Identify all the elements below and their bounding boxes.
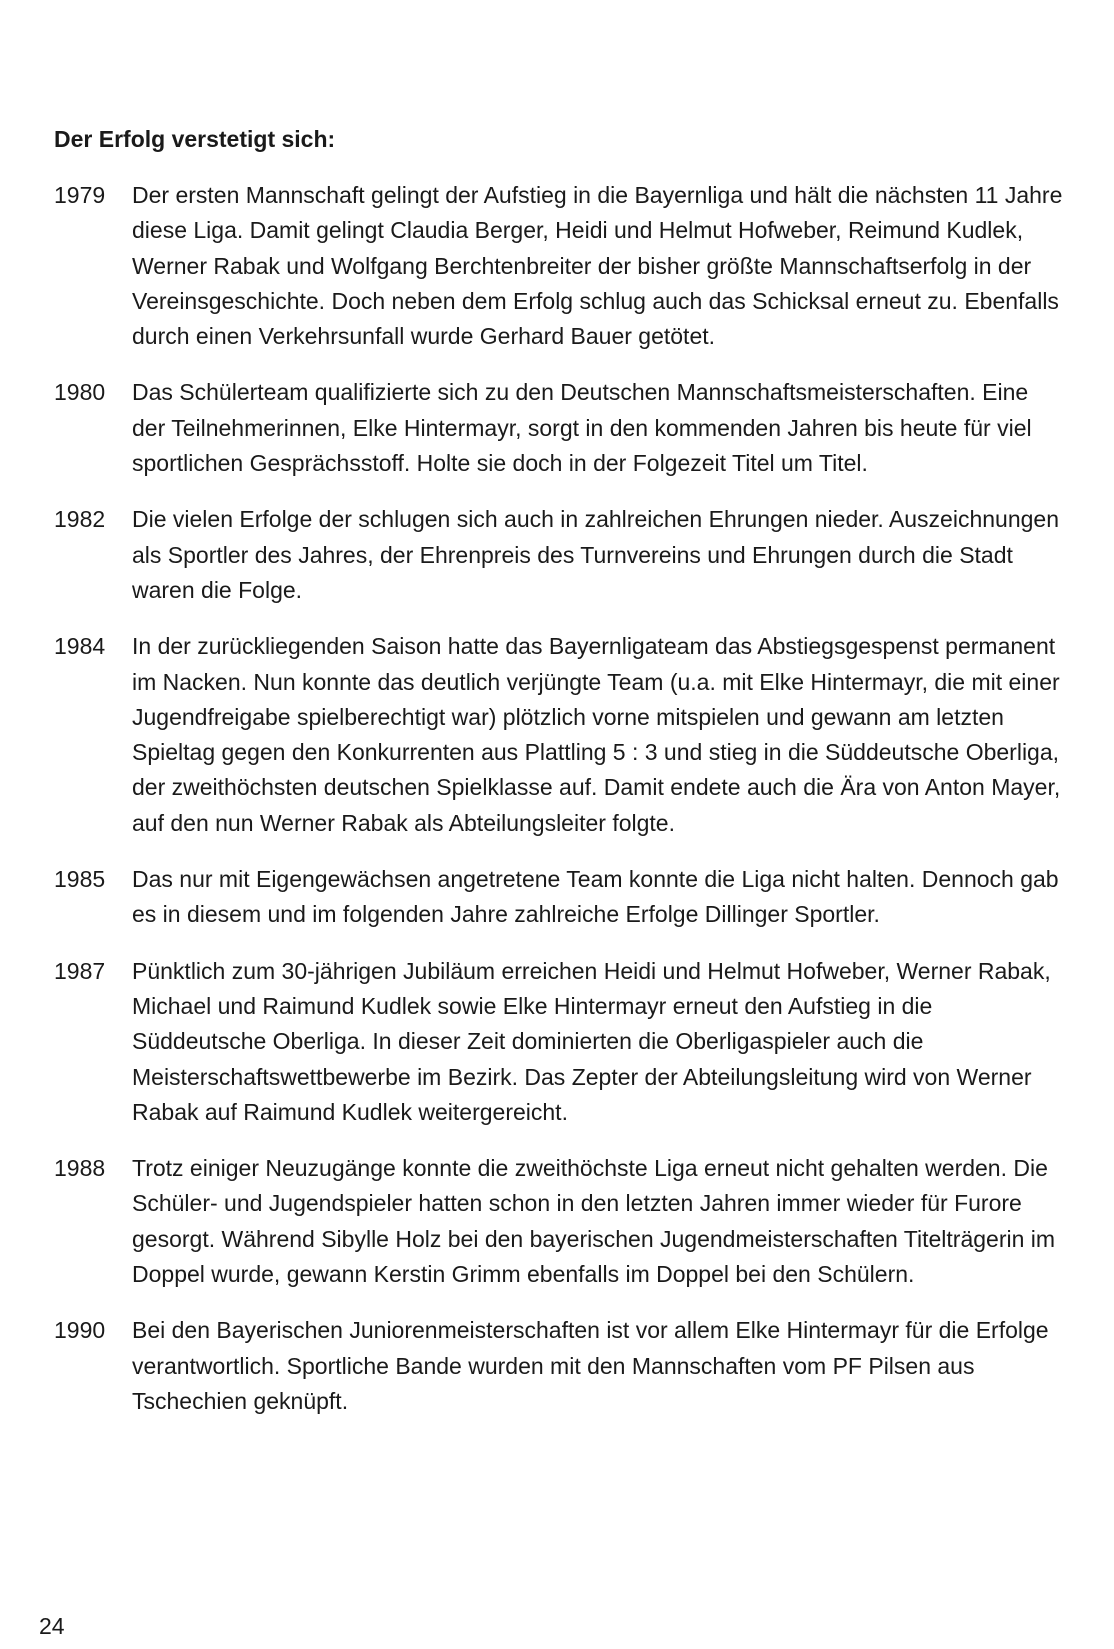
chronicle-entry-1979	[54, 178, 1064, 354]
page-number: 24	[39, 1613, 65, 1639]
entry-text: Das Schülerteam qualifizierte sich zu den Deutschen Mannschaftsmeisterschaften. Eine der Teilnehmerinnen, Elke Hintermayr, sorgt in den kommenden Jahren bis heute für viel sportlichen Gesprächsstoff. Holte sie doch in der Folgezeit Titel um Titel.	[132, 379, 1032, 477]
chronicle-entry-1987	[54, 954, 1064, 1130]
entry-text: Der ersten Mannschaft gelingt der Aufstieg in die Bayernliga und hält die nächsten 11 Jahre diese Liga. Damit gelingt Claudia Berger, Heidi und Helmut Hofweber, Reimund Kudlek, Werner Rabak und Wolfgang Berchtenbreiter der bisher größte Mannschaftserfolg in der Vereinsgeschichte. Doch neben dem Erfolg schlug auch das Schicksal erneut zu. Ebenfalls durch einen Verkehrsunfall wurde Gerhard Bauer getötet.	[132, 182, 1063, 350]
chronicle-entry-1984	[54, 629, 1064, 841]
entry-year: 1987	[54, 957, 106, 984]
entry-text: Pünktlich zum 30-jährigen Jubiläum erreichen Heidi und Helmut Hofweber, Werner Rabak, Michael und Raimund Kudlek sowie Elke Hintermayr erneut den Aufstieg in die Süddeutsche Oberliga. In dieser Zeit dominierten die Oberligaspieler auch die Meisterschaftswettbewerbe im Bezirk. Das Zepter der Abteilungsleitung wird von Werner Rabak auf Raimund Kudlek weitergereicht.	[132, 957, 1051, 1125]
entry-year: 1980	[54, 379, 106, 406]
chronicle-entries	[54, 178, 1064, 1440]
entry-text: Das nur mit Eigengewächsen angetretene Team konnte die Liga nicht halten. Dennoch gab es in diesem und im folgenden Jahre zahlreiche Erfolge Dillinger Sportler.	[132, 866, 1059, 928]
entry-year: 1988	[54, 1155, 106, 1182]
chronicle-entry-1988	[54, 1151, 1064, 1292]
entry-text: Trotz einiger Neuzugänge konnte die zweithöchste Liga erneut nicht gehalten werden. Die Schüler- und Jugendspieler hatten schon in den letzten Jahren immer wieder für Furore gesorgt. Während Sibylle Holz bei den bayerischen Jugendmeisterschaften Titelträgerin im Doppel wurde, gewann Kerstin Grimm ebenfalls im Doppel bei den Schülern.	[132, 1155, 1056, 1288]
chronicle-entry-1980	[54, 375, 1064, 481]
chronicle-entry-1982	[54, 502, 1064, 608]
section-heading: Der Erfolg verstetigt sich:	[54, 126, 336, 152]
entry-year: 1982	[54, 506, 106, 533]
entry-text: Bei den Bayerischen Juniorenmeisterschaften ist vor allem Elke Hintermayr für die Erfolge verantwortlich. Sportliche Bande wurden mit den Mannschaften vom PF Pilsen aus Tschechien geknüpft.	[132, 1317, 1049, 1414]
entry-year: 1990	[54, 1317, 106, 1344]
entry-year: 1979	[54, 182, 106, 208]
chronicle-entry-1985	[54, 862, 1064, 933]
chronicle-entry-1990	[54, 1313, 1064, 1419]
entry-text: Die vielen Erfolge der schlugen sich auch in zahlreichen Ehrungen nieder. Auszeichnungen als Sportler des Jahres, der Ehrenpreis des Turnvereins und Ehrungen durch die Stadt waren die Folge.	[132, 506, 1059, 603]
entry-year: 1984	[54, 633, 106, 660]
entry-year: 1985	[54, 866, 106, 893]
entry-text: In der zurückliegenden Saison hatte das Bayernligateam das Abstiegsgespenst permanent im Nacken. Nun konnte das deutlich verjüngte Team (u.a. mit Elke Hintermayr, die mit einer Jugendfreigabe spielberechtigt war) plötzlich vorne mitspielen und gewann am letzten Spieltag gegen den Konkurrenten aus Plattling 5 : 3 und stieg in die Süddeutsche Oberliga, der zweithöchsten deutschen Spielklasse auf. Damit endete auch die Ära von Anton Mayer, auf den nun Werner Rabak als Abteilungsleiter folgte.	[132, 633, 1061, 836]
